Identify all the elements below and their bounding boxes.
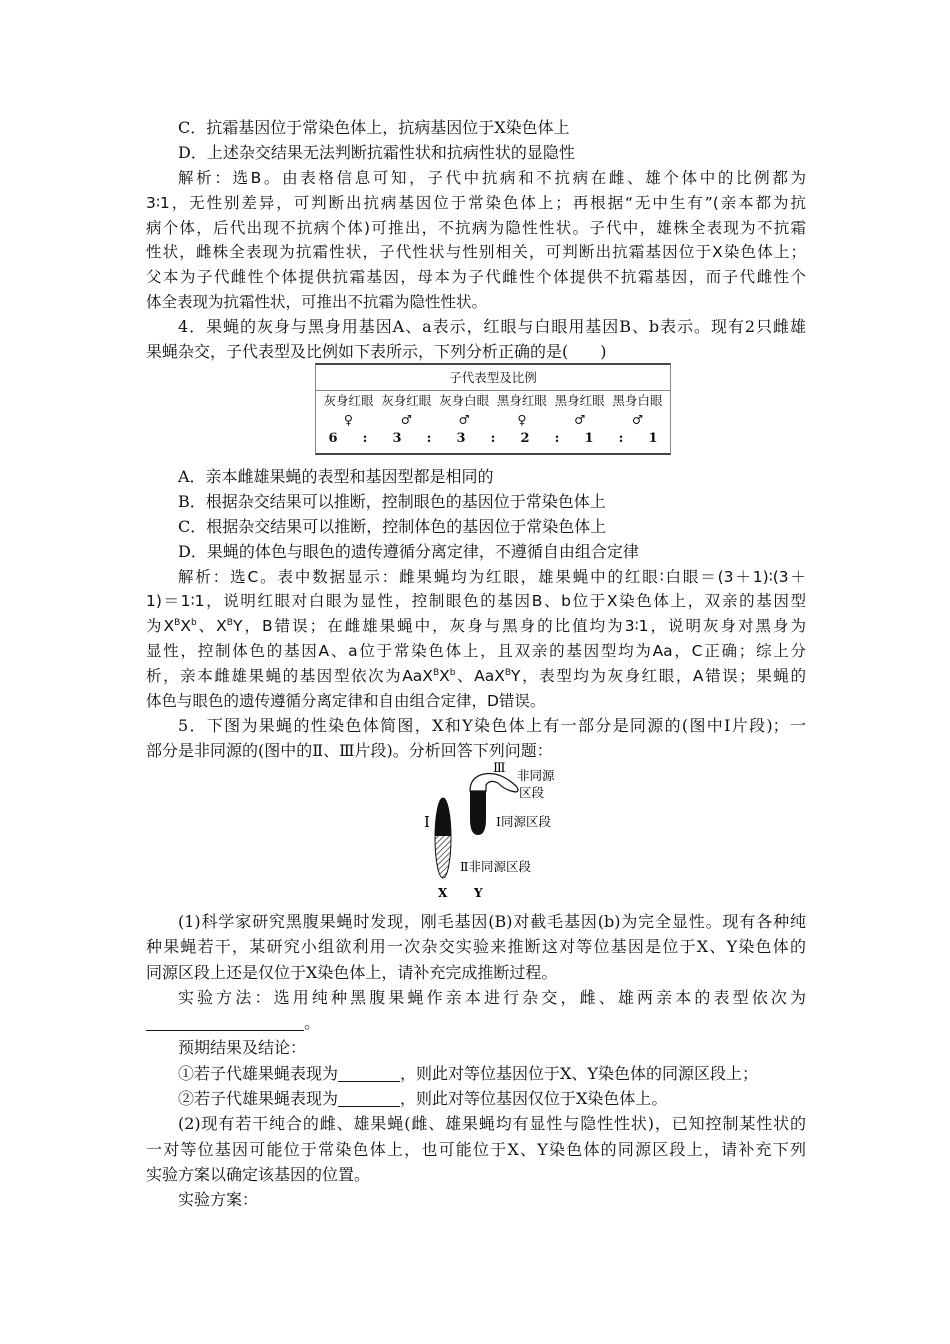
sex-row (316, 410, 670, 429)
text-line: 实验方案： (178, 1190, 259, 1210)
ratio-cell: 2 (520, 431, 530, 446)
ratio-separator: : (618, 431, 624, 446)
label-x: X (438, 886, 448, 900)
ratio-cell: 1 (584, 431, 594, 446)
text-line: 部分是非同源的(图中的Ⅱ、Ⅲ片段)。分析回答下列问题： (146, 740, 553, 760)
sex-symbol-cell: ♂ (400, 412, 412, 427)
text-segment: Y，表型均为灰身红眼，A错误；果蝇的 (511, 667, 806, 686)
ratio-cell: 3 (392, 431, 402, 446)
phenotype-row (316, 391, 670, 410)
phenotype-cell: 灰身红眼 (323, 393, 374, 408)
chromosome-figure (400, 755, 580, 905)
ratio-row (316, 429, 670, 448)
answer-blank[interactable] (338, 1065, 400, 1082)
text-segment: ①若子代雄果蝇表现为 (178, 1063, 339, 1083)
phenotype-cell: 灰身白眼 (439, 393, 490, 408)
label-homologous-segment: Ⅰ同源区段 (496, 814, 551, 829)
text-segment: 、X (196, 617, 227, 636)
text-line: 病个体，后代出现不抗病个体)可推出，不抗病为隐性性状。子代中，雄株全表现为不抗霜 (146, 218, 806, 237)
ratio-cell: 3 (456, 431, 466, 446)
text-line: 体色与眼色的遗传遵循分离定律和自由组合定律，D错误。 (146, 692, 546, 711)
text-line: 4．果蝇的灰身与黑身用基因A、a表示，红眼与白眼用基因B、b表示。现有2只雌雄 (178, 317, 806, 337)
text-line (146, 614, 806, 639)
question-4-options-and-analysis (146, 465, 806, 764)
text-line (146, 1010, 806, 1035)
sex-symbol-cell: ♂ (631, 412, 644, 427)
label-y: Y (474, 886, 483, 900)
phenotype-cell: 黑身白眼 (612, 393, 663, 408)
label-i-left: Ⅰ (424, 813, 430, 831)
label-ii-nonhomologous-segment: Ⅱ非同源区段 (460, 859, 531, 874)
ratio-separator: : (362, 431, 368, 446)
text-segment: ，则此对等位基因位于X、Y染色体的同源区段上； (400, 1063, 758, 1083)
phenotype-cell: 黑身红眼 (554, 393, 605, 408)
superscript: B (504, 668, 512, 679)
text-line: 种果蝇若干，某研究小组欲利用一次杂交实验来推断这对等位基因是位于X、Y染色体的 (146, 937, 806, 957)
answer-blank[interactable] (146, 1014, 304, 1031)
text-line: 5．下图为果蝇的性染色体简图，X和Y染色体上有一部分是同源的(图中Ⅰ片段)；一 (178, 715, 806, 735)
text-line: 预期结果及结论： (178, 1038, 307, 1058)
superscript: B (226, 618, 233, 629)
text-line: 解析：选C。表中数据显示：雌果蝇均为红眼，雄果蝇中的红眼∶白眼＝(3＋1)∶(3＋ (178, 567, 806, 586)
ratio-cell: 6 (328, 431, 338, 446)
text-line: (2)现有若干纯合的雌、雄果蝇(雌、雄果蝇均有显性与隐性性状)，已知控制某性状的 (178, 1114, 806, 1134)
superscript: B (174, 618, 181, 629)
text-segment: 、AaX (455, 667, 505, 686)
superscript: b (449, 668, 456, 679)
x-chromosome (434, 798, 452, 880)
label-nonhomologous-2: 区段 (519, 785, 545, 800)
phenotype-cell: 黑身红眼 (496, 393, 547, 408)
text-line: 体全表现为抗霜性状，可推出不抗霜为隐性性状。 (146, 293, 488, 312)
text-line: 果蝇杂交，子代表型及比例如下表所示，下列分析正确的是( ) (146, 342, 607, 362)
sex-symbol-cell: ♂ (458, 412, 470, 427)
text-line: 父本为子代雌性个体提供抗霜基因，母本为子代雌性个体提供不抗霜基因，而子代雌性个 (146, 268, 806, 287)
answer-blank[interactable] (338, 1090, 400, 1107)
sex-symbol-cell: ♀ (517, 412, 527, 427)
text-line (146, 1061, 806, 1086)
label-nonhomologous-1: 非同源 (517, 768, 555, 783)
text-line: 1)＝1∶1，说明红眼对白眼为显性，控制眼色的基因B、b位于X染色体上，双亲的基因型 (146, 592, 806, 611)
text-line (146, 664, 806, 689)
text-segment: 。 (304, 1013, 321, 1033)
ratio-separator: : (554, 431, 560, 446)
ratio-cell: 1 (648, 431, 658, 446)
text-line: 解析：选B。由表格信息可知，子代中抗病和不抗病在雌、雄个体中的比例都为 (178, 168, 806, 187)
ratio-separator: : (426, 431, 432, 446)
text-segment: 析，亲本雌雄果蝇的基因型依次为AaX (146, 667, 433, 686)
sex-symbol-cell: ♀ (343, 412, 354, 427)
text-line: 同源区段上还是仅位于X染色体上，请补充完成推断过程。 (146, 962, 558, 982)
text-segment: X (439, 667, 450, 686)
superscript: B (432, 668, 440, 679)
label-iii: Ⅲ (493, 761, 506, 776)
text-segment: Y，B错误；在雌雄果蝇中，灰身与黑身的比值均为3∶1，说明灰身对黑身为 (232, 617, 806, 636)
text-line: 一对等位基因可能位于常染色体上，也可能位于X、Y染色体的同源区段上，请补充下列 (146, 1139, 806, 1159)
text-line: 3∶1，无性别差异，可判断出抗病基因位于常染色体上；再根据“无中生有”(亲本都为抗 (146, 193, 806, 212)
text-line: C．抗霜基因位于常染色体上，抗病基因位于X染色体上 (178, 118, 570, 137)
superscript: b (190, 618, 197, 629)
offspring-ratio-table (315, 363, 671, 455)
question-3-options-and-analysis (146, 116, 806, 365)
text-segment: ②若子代雄果蝇表现为 (178, 1089, 339, 1109)
question-5-subquestions (146, 909, 806, 1213)
text-line: C．根据杂交结果可以推断，控制体色的基因位于常染色体上 (178, 516, 607, 536)
text-line: D．上述杂交结果无法判断抗霜性状和抗病性状的显隐性 (178, 142, 575, 162)
text-segment: 为X (146, 617, 175, 636)
text-line (146, 1086, 806, 1111)
text-segment: X (180, 617, 191, 636)
text-segment: ，则此对等位基因仅位于X染色体上。 (400, 1089, 668, 1109)
sex-symbol-cell: ♂ (574, 412, 586, 427)
text-line: 实验方法：选用纯种黑腹果蝇作亲本进行杂交，雌、雄两亲本的表型依次为 (178, 987, 806, 1007)
phenotype-cell: 灰身红眼 (381, 393, 432, 408)
table-title: 子代表型及比例 (316, 365, 670, 391)
text-line: A．亲本雌雄果蝇的表型和基因型都是相同的 (178, 467, 494, 486)
text-line: 性状，雌株全表现为抗霜性状，子代性状与性别相关，可判断出抗霜基因位于X染色体上； (146, 243, 806, 262)
text-line: B．根据杂交结果可以推断，控制眼色的基因位于常染色体上 (178, 491, 606, 511)
sex-chromosome-diagram (400, 755, 580, 905)
ratio-separator: : (490, 431, 496, 446)
text-line: 实验方案以确定该基因的位置。 (146, 1164, 371, 1184)
text-line: 显性，控制体色的基因A、a位于常染色体上，且双亲的基因型均为Aa，C正确；综上分 (146, 642, 806, 661)
text-line: D．果蝇的体色与眼色的遗传遵循分离定律，不遵循自由组合定律 (178, 541, 639, 561)
text-line: (1)科学家研究黑腹果蝇时发现，刚毛基因(B)对截毛基因(b)为完全显性。现有各种纯 (178, 912, 806, 931)
